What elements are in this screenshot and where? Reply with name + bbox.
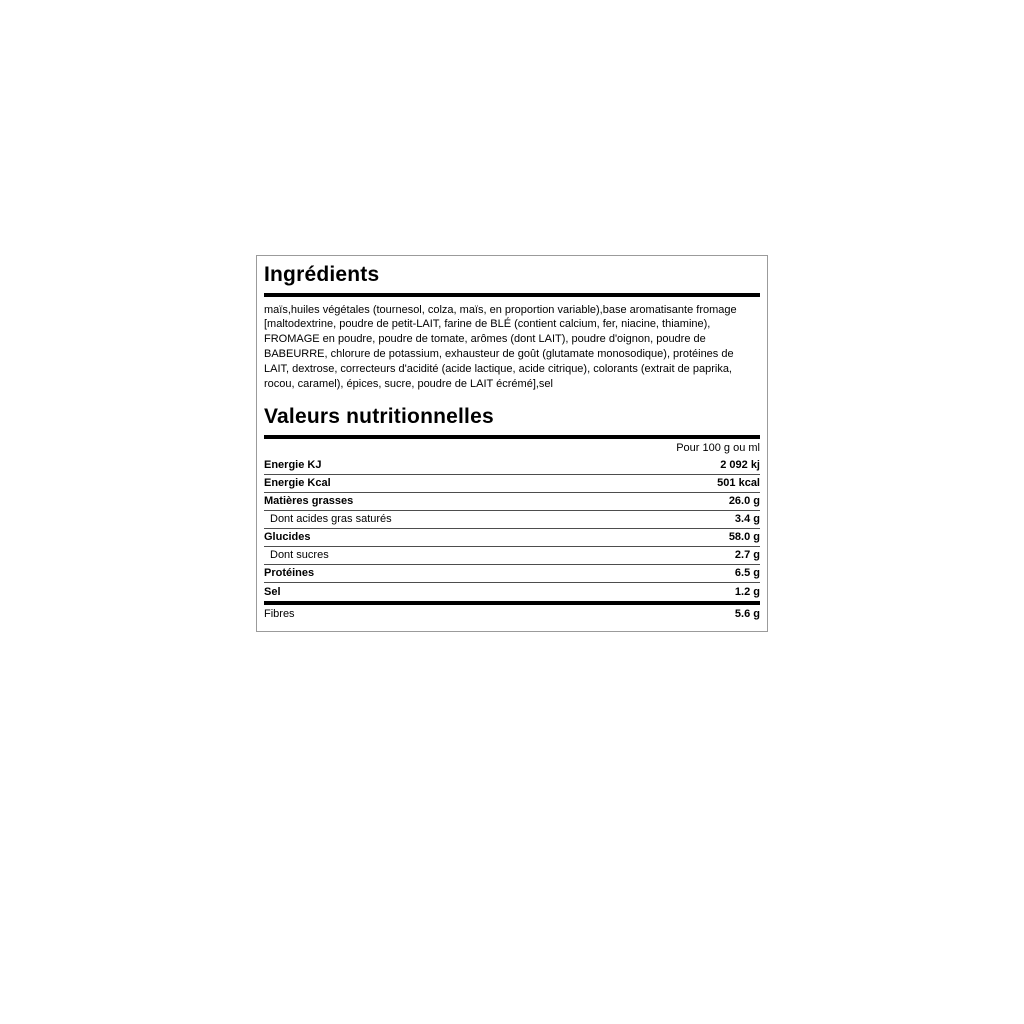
- ingredients-text: maïs,huiles végétales (tournesol, colza, maïs, en proportion variable),base aromatisante fromage [maltodextrine, poudre de petit-LAIT, farine de BLÉ (contient calcium, fer, niacine, thiamine), FROMAGE en poudre, poudre de tomate, arômes (dont LAIT), poudre d'oignon, poudre de BABEURRE, chlorure de potassium, exhausteur de goût (glutamate monosodique), protéines de LAIT, dextrose, correcteurs d'acidité (acide lactique, acide citrique), colorants (extrait de paprika, rocou, caramel), épices, sucre, poudre de LAIT écrémé],sel: [264, 303, 737, 390]
- table-row: [264, 475, 760, 493]
- row-label: Sel: [264, 585, 281, 598]
- row-value: 5.6 g: [734, 607, 760, 620]
- nutrition-column-header-row: [264, 439, 760, 457]
- table-row: [264, 457, 760, 475]
- ingredients-title: Ingrédients: [264, 263, 380, 286]
- row-value: 6.5 g: [734, 567, 760, 580]
- row-value: 1.2 g: [734, 585, 760, 598]
- row-label: Matières grasses: [264, 495, 354, 508]
- row-value: 26.0 g: [728, 495, 760, 508]
- row-label: Energie KJ: [264, 459, 322, 472]
- row-value: 501 kcal: [717, 477, 760, 490]
- row-value: 3.4 g: [734, 513, 760, 526]
- nutrition-label-box: [256, 255, 768, 632]
- table-row: [264, 583, 760, 601]
- ingredients-divider: [264, 293, 760, 297]
- row-label: Protéines: [264, 567, 315, 580]
- row-label: Fibres: [264, 607, 295, 620]
- table-row: [264, 529, 760, 547]
- row-label: Dont sucres: [270, 549, 329, 562]
- row-value: 2.7 g: [734, 549, 760, 562]
- row-value: 2 092 kj: [720, 459, 760, 472]
- row-value: 58.0 g: [728, 531, 760, 544]
- table-row: [264, 565, 760, 583]
- row-label: Energie Kcal: [264, 477, 331, 490]
- row-label: Glucides: [264, 531, 311, 544]
- table-row: [264, 493, 760, 511]
- row-label: Dont acides gras saturés: [270, 513, 392, 526]
- per-100g-header: Pour 100 g ou ml: [676, 441, 760, 454]
- table-row-sub: [264, 547, 760, 565]
- table-row: [264, 605, 760, 623]
- table-row-sub: [264, 511, 760, 529]
- nutrition-title: Valeurs nutritionnelles: [264, 405, 494, 429]
